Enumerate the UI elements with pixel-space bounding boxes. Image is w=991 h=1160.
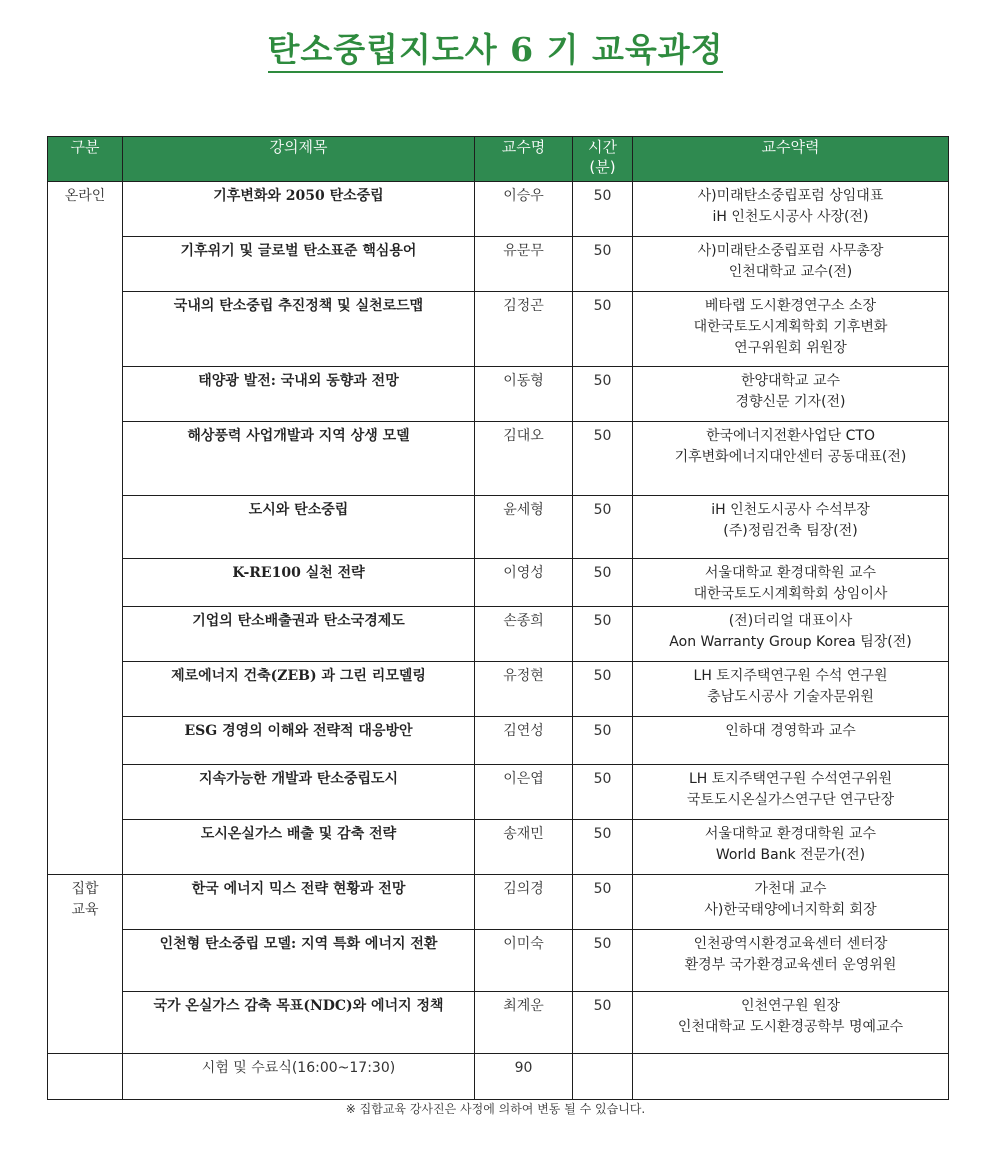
lecture-minutes: 50 [573,662,633,717]
category-cell [48,717,123,765]
category-cell [48,992,123,1054]
footnote: ※ 집합교육 강사진은 사정에 의하여 변동 될 수 있습니다. [345,1102,646,1116]
table-row [48,717,949,765]
category-cell [48,422,123,496]
professor-name: 이미숙 [475,930,573,992]
professor-career: 서울대학교 환경대학원 교수 대한국토도시계획학회 상임이사 [633,559,949,607]
professor-career: 사)미래탄소중립포럼 상임대표 iH 인천도시공사 사장(전) [633,182,949,237]
professor-name: 이동형 [475,367,573,422]
professor-career: 베타랩 도시환경연구소 소장 대한국토도시계획학회 기후변화 연구위원회 위원장 [633,292,949,367]
category-cell [48,930,123,992]
lecture-minutes: 50 [573,559,633,607]
table-row [48,422,949,496]
exam-empty-cell [573,1054,633,1100]
professor-career: (전)더리얼 대표이사 Aon Warranty Group Korea 팀장(전) [633,607,949,662]
lecture-minutes: 50 [573,992,633,1054]
professor-career: 한양대학교 교수 경향신문 기자(전) [633,367,949,422]
professor-career: 서울대학교 환경대학원 교수 World Bank 전문가(전) [633,820,949,875]
professor-name: 윤세형 [475,496,573,559]
exam-empty-cell [633,1054,949,1100]
table-row [48,607,949,662]
table-row [48,182,949,237]
table-row [48,237,949,292]
professor-name: 송재민 [475,820,573,875]
course-title: 한국 에너지 믹스 전략 현황과 전망 [123,875,475,930]
header-career: 교수약력 [633,137,949,182]
category-online: 온라인 [48,182,123,237]
page-title [0,24,991,71]
category-cell [48,559,123,607]
course-title: 해상풍력 사업개발과 지역 상생 모델 [123,422,475,496]
course-title: 국가 온실가스 감축 목표(NDC)와 에너지 정책 [123,992,475,1054]
header-minutes: 시간 (분) [573,137,633,182]
professor-career: 사)미래탄소중립포럼 사무총장 인천대학교 교수(전) [633,237,949,292]
course-title: 태양광 발전: 국내외 동향과 전망 [123,367,475,422]
table-row [48,820,949,875]
header-course: 강의제목 [123,137,475,182]
lecture-minutes: 50 [573,717,633,765]
table-row [48,496,949,559]
lecture-minutes: 50 [573,496,633,559]
lecture-minutes: 50 [573,367,633,422]
professor-name: 유정현 [475,662,573,717]
professor-name: 김대오 [475,422,573,496]
exam-minutes: 90 [475,1054,573,1100]
category-cell [48,1054,123,1100]
lecture-minutes: 50 [573,607,633,662]
category-cell [48,496,123,559]
course-title: K-RE100 실천 전략 [123,559,475,607]
lecture-minutes: 50 [573,422,633,496]
category-cell [48,237,123,292]
lecture-minutes: 50 [573,820,633,875]
lecture-minutes: 50 [573,182,633,237]
lecture-minutes: 50 [573,765,633,820]
header-category: 구분 [48,137,123,182]
lecture-minutes: 50 [573,930,633,992]
table-header-row [48,137,949,182]
professor-career: LH 토지주택연구원 수석 연구원 충남도시공사 기술자문위원 [633,662,949,717]
table-row [48,765,949,820]
professor-name: 김연성 [475,717,573,765]
professor-career: 가천대 교수 사)한국태양에너지학회 회장 [633,875,949,930]
professor-name: 이영성 [475,559,573,607]
professor-career: 인천광역시환경교육센터 센터장 환경부 국가환경교육센터 운영위원 [633,930,949,992]
category-offline: 집합 교육 [48,875,123,930]
table-row [48,559,949,607]
category-cell [48,820,123,875]
exam-label: 시험 및 수료식(16:00~17:30) [123,1054,475,1100]
course-title: 도시온실가스 배출 및 감축 전략 [123,820,475,875]
table-row [48,875,949,930]
category-cell [48,607,123,662]
professor-career: 인천연구원 원장 인천대학교 도시환경공학부 명예교수 [633,992,949,1054]
lecture-minutes: 50 [573,292,633,367]
course-title: 제로에너지 건축(ZEB) 과 그린 리모델링 [123,662,475,717]
professor-name: 유문무 [475,237,573,292]
lecture-minutes: 50 [573,875,633,930]
page-title-text: 탄소중립지도사 6 기 교육과정 [268,30,724,73]
category-cell [48,765,123,820]
professor-name: 김의경 [475,875,573,930]
course-title: 도시와 탄소중립 [123,496,475,559]
curriculum-table [47,136,949,1100]
course-title: 인천형 탄소중립 모델: 지역 특화 에너지 전환 [123,930,475,992]
course-title: 기후위기 및 글로벌 탄소표준 핵심용어 [123,237,475,292]
professor-career: iH 인천도시공사 수석부장 (주)정림건축 팀장(전) [633,496,949,559]
professor-name: 이승우 [475,182,573,237]
professor-name: 김정곤 [475,292,573,367]
professor-career: LH 토지주택연구원 수석연구위원 국토도시온실가스연구단 연구단장 [633,765,949,820]
table-row [48,662,949,717]
lecture-minutes: 50 [573,237,633,292]
table-row [48,992,949,1054]
course-title: ESG 경영의 이해와 전략적 대응방안 [123,717,475,765]
category-cell [48,292,123,367]
professor-name: 이은엽 [475,765,573,820]
category-cell [48,367,123,422]
course-title: 국내의 탄소중립 추진정책 및 실천로드맵 [123,292,475,367]
category-cell [48,662,123,717]
course-title: 기업의 탄소배출권과 탄소국경제도 [123,607,475,662]
professor-career: 인하대 경영학과 교수 [633,717,949,765]
table-row [48,292,949,367]
course-title: 지속가능한 개발과 탄소중립도시 [123,765,475,820]
header-professor: 교수명 [475,137,573,182]
professor-career: 한국에너지전환사업단 CTO 기후변화에너지대안센터 공동대표(전) [633,422,949,496]
exam-row [48,1054,949,1100]
table-row [48,367,949,422]
professor-name: 손종희 [475,607,573,662]
professor-name: 최계운 [475,992,573,1054]
course-title: 기후변화와 2050 탄소중립 [123,182,475,237]
table-row [48,930,949,992]
